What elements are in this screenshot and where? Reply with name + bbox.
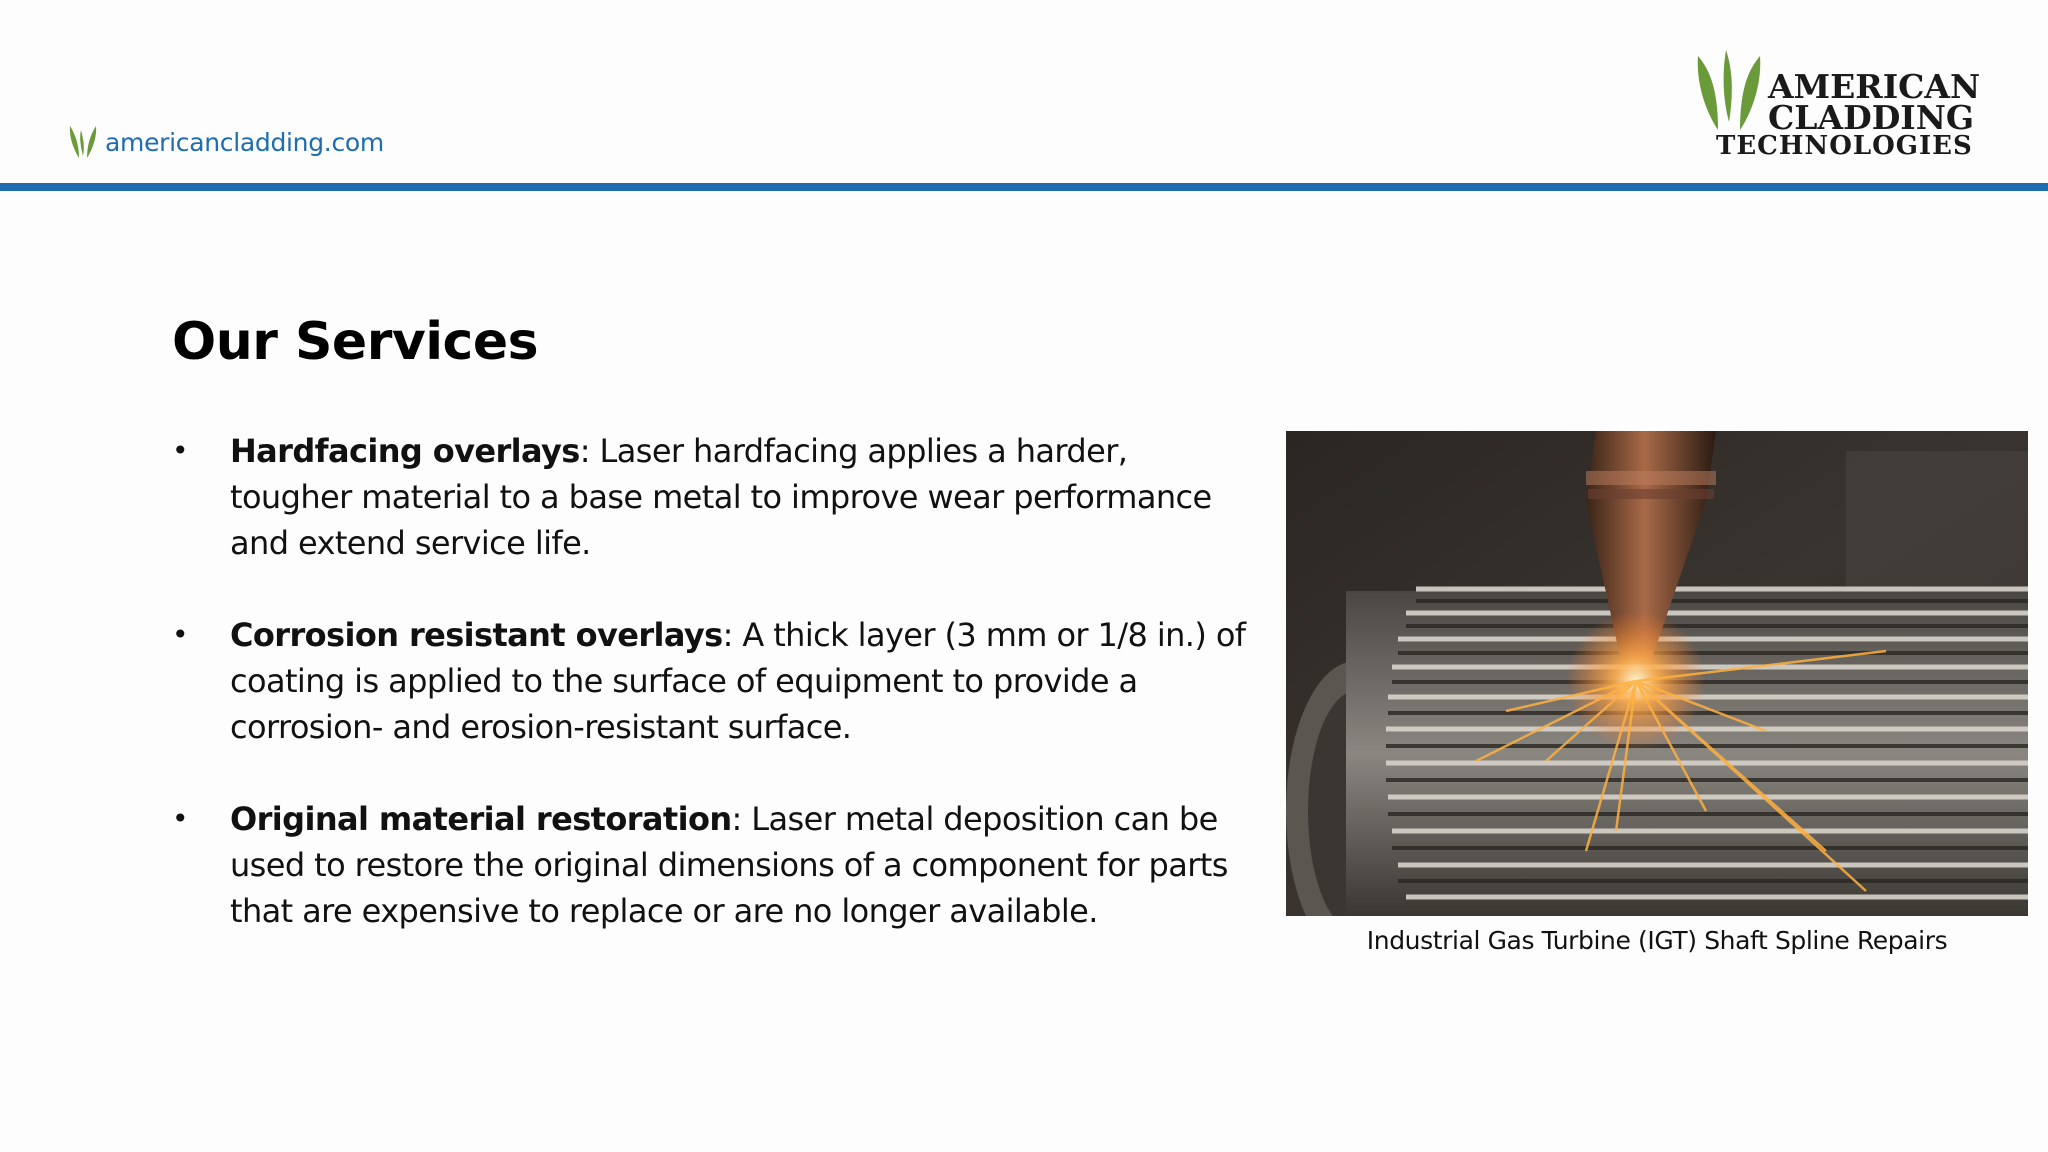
service-separator: : bbox=[731, 800, 752, 838]
service-description: A thick layer (3 mm or 1/8 in.) of coating is applied to the surface of equipment to provide a corrosion- and erosion-resistant surface. bbox=[230, 616, 1246, 746]
services-list bbox=[172, 428, 1252, 980]
website-url: americancladding.com bbox=[105, 127, 384, 157]
service-term: Corrosion resistant overlays bbox=[230, 616, 723, 654]
laser-cladding-photo bbox=[1286, 431, 2028, 916]
website-link[interactable] bbox=[67, 120, 384, 164]
page-title: Our Services bbox=[172, 312, 539, 372]
service-separator: : bbox=[722, 616, 743, 654]
service-description: Laser metal deposition can be used to restore the original dimensions of a component for parts that are expensive to replace or are no longer available. bbox=[230, 800, 1228, 930]
header-divider bbox=[0, 183, 2048, 191]
figure-caption: Industrial Gas Turbine (IGT) Shaft Spline Repairs bbox=[1366, 926, 1948, 955]
service-item-corrosion bbox=[172, 612, 1252, 750]
service-item-hardfacing bbox=[172, 428, 1252, 566]
brand-line-3: TECHNOLOGIES bbox=[1716, 131, 1973, 161]
leaf-mark-icon bbox=[1696, 50, 1762, 132]
spline-repair-figure bbox=[1286, 431, 2028, 955]
service-term: Hardfacing overlays bbox=[230, 432, 580, 470]
service-term: Original material restoration bbox=[230, 800, 732, 838]
service-item-restoration bbox=[172, 796, 1252, 934]
service-description: Laser hardfacing applies a harder, tougher material to a base metal to improve wear performance and extend service life. bbox=[230, 432, 1212, 562]
bullet-marker: • bbox=[172, 434, 188, 467]
bullet-marker: • bbox=[172, 802, 188, 835]
brand-line-2: CLADDING bbox=[1768, 98, 1975, 137]
bullet-marker: • bbox=[172, 618, 188, 651]
company-logo bbox=[1694, 48, 1984, 166]
service-separator: : bbox=[579, 432, 600, 470]
leaf-mark-icon bbox=[67, 124, 99, 160]
brand-line-1: AMERICAN bbox=[1768, 67, 1981, 106]
